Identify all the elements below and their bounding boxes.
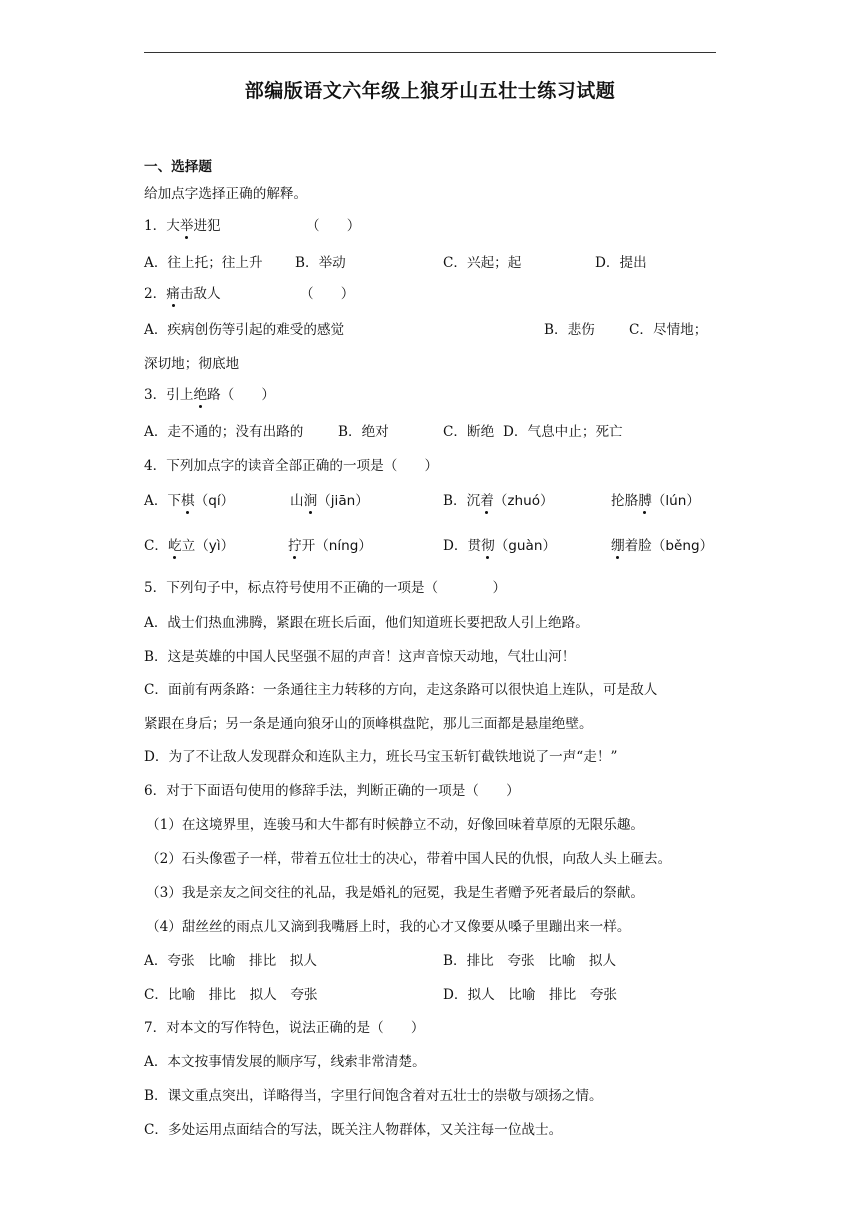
q6-option-a: A．夸张 比喻 排比 拟人 [144,953,317,969]
q2-option-b: B．悲伤 [544,322,595,338]
q4-option-a1 [144,492,234,510]
q4-b2-dotted-char: 膊 [638,493,652,509]
q4-a1-pre: A．下 [144,493,182,509]
q6-sentence-3: （3）我是亲友之间交往的礼品，我是婚礼的冠冕，我是生者赠予死者最后的祭献。 [146,885,645,901]
q4-d2-dotted-char: 绷 [611,538,625,554]
q3-dotted-char: 绝 [193,387,208,403]
q6-sentence-2: （2）石头像雹子一样，带着五位壮士的决心，带着中国人民的仇恨，向敌人头上砸去。 [146,851,672,867]
q4-option-a2 [290,492,369,510]
q4-a2-pre: 山 [290,493,304,509]
q5-option-a: A．战士们热血沸腾，紧跟在班长后面，他们知道班长要把敌人引上绝路。 [144,615,589,631]
question-6: 6．对于下面语句使用的修辞手法，判断正确的一项是（ ） [144,783,520,799]
q4-a1-dotted-char: 棋 [181,493,195,509]
question-2 [144,285,355,303]
q4-c1-pre: C． [144,538,168,554]
question-3 [144,386,275,404]
q1-stem-post: 进犯 [193,218,221,234]
q2-dotted-char: 痛 [166,286,180,302]
section-heading: 一、选择题 [144,159,212,175]
q3-stem-post: 路（ ） [207,387,275,403]
instruction: 给加点字选择正确的解释。 [144,186,308,202]
q4-d1-pinyin: （guàn） [494,538,557,554]
q6-sentence-1: （1）在这境界里，连骏马和大牛都有时候静立不动，好像回味着草原的无限乐趣。 [146,817,645,833]
q4-option-b2 [611,492,700,510]
q4-option-d1 [443,537,556,555]
q4-a2-pinyin: （jiān） [317,493,369,509]
q6-sentence-4: （4）甜丝丝的雨点儿又滴到我嘴唇上时，我的心才又像要从嗓子里蹦出来一样。 [146,919,631,935]
q5-option-c: C．面前有两条路：一条通往主力转移的方向，走这条路可以很快追上连队，可是敌人 [144,682,658,698]
question-5: 5．下列句子中，标点符号使用不正确的一项是（ ） [144,580,507,596]
q5-option-b: B．这是英雄的中国人民坚强不屈的声音！这声音惊天动地，气壮山河！ [144,649,576,665]
q2-option-c: C．尽情地； [629,322,708,338]
q4-a2-dotted-char: 涧 [303,493,318,509]
q4-c2-pinyin: （níng） [315,538,373,554]
q6-option-c: C．比喻 排比 拟人 夸张 [144,987,318,1003]
q4-option-c2 [288,537,372,555]
q4-a1-pinyin: （qí） [194,493,235,509]
q4-option-d2 [611,537,713,555]
q4-c1-pinyin: （yì） [195,538,235,554]
q5-option-c-cont: 紧跟在身后；另一条是通向狼牙山的顶峰棋盘陀，那儿三面都是悬崖绝壁。 [144,716,593,732]
q3-option-b: B．绝对 [338,424,389,440]
q4-b1-dotted-char: 着 [480,493,494,509]
q4-option-b1 [443,492,554,510]
q4-option-c1 [144,537,234,555]
q3-option-c: C．断绝 [443,424,495,440]
q7-option-b: B．课文重点突出，详略得当，字里行间饱含着对五壮士的崇敬与颂扬之情。 [144,1088,603,1104]
q1-dotted-char: 举 [179,218,194,234]
q4-c2-dotted-char: 拧 [288,538,302,554]
q4-d2-pinyin: （běng） [651,538,714,554]
header-rule [144,52,716,53]
q2-answer-paren: （ ） [300,286,355,302]
q1-option-b: B．举动 [295,255,346,271]
q5-option-d: D．为了不让敌人发现群众和连队主力，班长马宝玉斩钉截铁地说了一声“走！” [144,749,618,765]
q4-b2-pinyin: （lún） [651,493,700,509]
q6-option-b: B．排比 夸张 比喻 拟人 [443,953,617,969]
q4-c2-post: 开 [301,538,316,554]
q4-d1-pre: D．贯 [443,538,482,554]
question-7: 7．对本文的写作特色，说法正确的是（ ） [144,1020,425,1036]
q2-option-a: A．疾病创伤等引起的难受的感觉 [144,322,345,338]
q4-b1-pinyin: （zhuó） [493,493,554,509]
q6-option-d: D．拟人 比喻 排比 夸张 [443,987,618,1003]
q1-option-c: C．兴起；起 [443,255,522,271]
q1-option-a: A．往上托；往上升 [144,255,263,271]
question-1 [144,217,361,235]
q3-stem-pre: 3．引上 [144,387,194,403]
q4-d2-post: 着脸 [624,538,652,554]
question-4: 4．下列加点字的读音全部正确的一项是（ ） [144,458,439,474]
q7-option-c: C．多处运用点面结合的写法，既关注人物群体，又关注每一位战士。 [144,1122,563,1138]
q1-option-d: D．提出 [595,255,647,271]
q2-stem-post: 击敌人 [179,286,221,302]
q1-answer-paren: （ ） [306,218,361,234]
q3-option-d: D．气息中止；死亡 [503,424,623,440]
q4-d1-dotted-char: 彻 [481,538,495,554]
q1-stem-pre: 1．大 [144,218,180,234]
q4-b2-pre: 抡胳 [611,493,639,509]
q2-option-c-cont: 深切地；彻底地 [144,356,240,372]
q4-c1-post: 立 [181,538,196,554]
q2-stem-pre: 2． [144,286,167,302]
q4-b1-pre: B．沉 [443,493,481,509]
page-title: 部编版语文六年级上狼牙山五壮士练习试题 [244,80,616,102]
q4-c1-dotted-char: 屹 [168,538,182,554]
q3-option-a: A．走不通的；没有出路的 [144,424,304,440]
q7-option-a: A．本文按事情发展的顺序写，线索非常清楚。 [144,1054,426,1070]
